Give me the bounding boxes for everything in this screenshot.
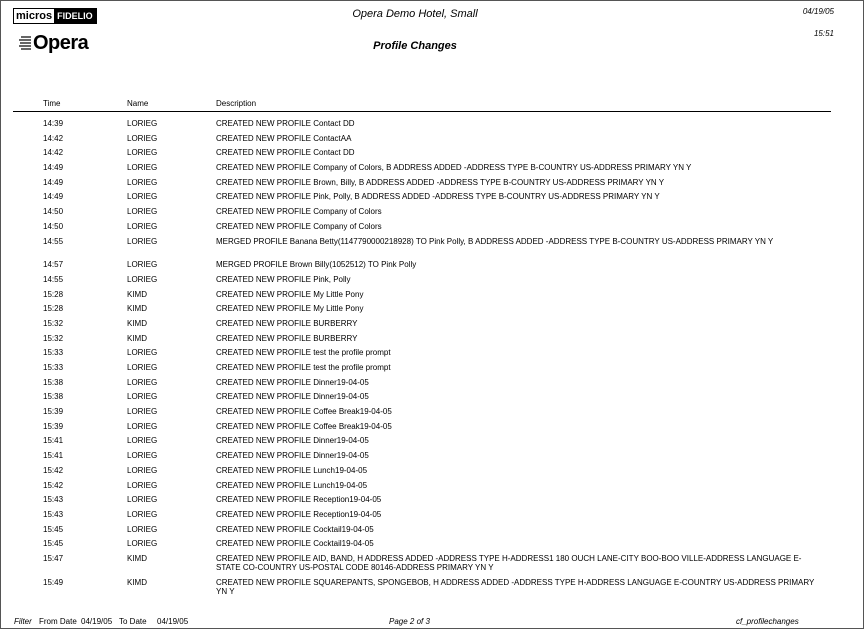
row-description: CREATED NEW PROFILE Dinner19-04-05: [216, 392, 369, 402]
row-description: CREATED NEW PROFILE Contact DD: [216, 148, 355, 158]
row-time: 15:45: [43, 539, 64, 549]
logo-fidelio-text: FIDELIO: [54, 9, 96, 23]
column-header-time: Time: [43, 99, 61, 108]
row-description: MERGED PROFILE Banana Betty(1147790000218928) TO Pink Polly, B ADDRESS ADDED -ADDRESS TYPE B-COUNTRY US-ADDRESS PRIMARY YN Y: [216, 236, 774, 246]
row-time: 15:32: [43, 318, 64, 328]
table-row: [1, 378, 861, 393]
logo-micros-text: micros: [16, 10, 53, 22]
row-description: CREATED NEW PROFILE Coffee Break19-04-05: [216, 421, 392, 431]
row-name: LORIEG: [127, 539, 158, 549]
row-name: LORIEG: [127, 377, 158, 387]
row-name: LORIEG: [127, 163, 158, 173]
row-description: CREATED NEW PROFILE Lunch19-04-05: [216, 465, 368, 475]
row-description: CREATED NEW PROFILE Dinner19-04-05: [216, 451, 369, 461]
row-name: LORIEG: [127, 221, 158, 231]
row-description: CREATED NEW PROFILE Reception19-04-05: [216, 495, 382, 505]
table-row: [1, 578, 861, 602]
row-time: 15:42: [43, 465, 64, 475]
row-name: LORIEG: [127, 133, 158, 143]
table-row: [1, 260, 861, 275]
from-date-value: 04/19/05: [81, 617, 113, 626]
row-name: KIMD: [127, 577, 147, 587]
table-row: [1, 539, 861, 554]
table-row: [1, 237, 861, 261]
table-row: [1, 334, 861, 349]
row-name: LORIEG: [127, 495, 158, 505]
row-time: 15:47: [43, 553, 64, 563]
filter-label: Filter: [14, 617, 32, 626]
row-time: 14:49: [43, 177, 64, 187]
row-description: CREATED NEW PROFILE Contact DD: [216, 119, 355, 128]
profile-changes-table: [1, 119, 861, 601]
row-description: CREATED NEW PROFILE Company of Colors, B ADDRESS ADDED -ADDRESS TYPE B-COUNTRY US-ADDRESS PRIMARY YN Y: [216, 163, 692, 173]
row-name: LORIEG: [127, 363, 158, 372]
row-time: 15:39: [43, 407, 64, 417]
row-time: 15:33: [43, 348, 64, 358]
row-description: CREATED NEW PROFILE AID, BAND, H ADDRESS ADDED -ADDRESS TYPE H-ADDRESS1 180 OUCH LANE-CITY BOO-BOO VILLE-ADDRESS LANGUAGE E-STATE CO-COUNTRY US-POSTAL CODE 80146-ADDRESS PRIMARY YN Y: [216, 553, 802, 572]
row-description: CREATED NEW PROFILE My Little Pony: [216, 289, 364, 299]
row-time: 15:43: [43, 495, 64, 505]
row-description: CREATED NEW PROFILE Brown, Billy, B ADDRESS ADDED -ADDRESS TYPE B-COUNTRY US-ADDRESS PRIMARY YN Y: [216, 177, 665, 187]
table-row: [1, 466, 861, 481]
table-row: [1, 363, 861, 378]
row-description: CREATED NEW PROFILE Cocktail19-04-05: [216, 524, 374, 534]
table-row: [1, 510, 861, 525]
column-header-name: Name: [127, 99, 149, 108]
row-time: 14:49: [43, 192, 64, 202]
row-name: LORIEG: [127, 348, 158, 358]
row-name: KIMD: [127, 318, 147, 328]
opera-logo-text: Opera: [33, 32, 89, 54]
row-description: CREATED NEW PROFILE Company of Colors: [216, 207, 382, 217]
report-id: cf_profilechanges: [736, 617, 799, 626]
table-row: [1, 304, 861, 319]
row-description: CREATED NEW PROFILE Pink, Polly, B ADDRESS ADDED -ADDRESS TYPE B-COUNTRY US-ADDRESS PRIMARY YN Y: [216, 192, 660, 202]
row-time: 14:39: [43, 119, 64, 128]
row-name: KIMD: [127, 553, 147, 563]
table-row: [1, 436, 861, 451]
row-time: 14:49: [43, 163, 64, 173]
table-row: [1, 319, 861, 334]
row-time: 14:50: [43, 207, 64, 217]
row-time: 14:50: [43, 221, 64, 231]
row-name: KIMD: [127, 333, 147, 343]
from-date-label: From Date: [39, 617, 77, 626]
table-row: [1, 392, 861, 407]
table-row: [1, 207, 861, 222]
row-name: LORIEG: [127, 207, 158, 217]
row-name: LORIEG: [127, 524, 158, 534]
row-description: CREATED NEW PROFILE Company of Colors: [216, 221, 382, 231]
row-description: CREATED NEW PROFILE Dinner19-04-05: [216, 377, 369, 387]
row-time: 14:42: [43, 148, 64, 158]
row-time: 15:38: [43, 392, 64, 402]
page-number: Page 2 of 3: [389, 617, 430, 626]
row-description: MERGED PROFILE Brown Billy(1052512) TO Pink Polly: [216, 260, 417, 270]
row-time: 15:32: [43, 333, 64, 343]
row-name: LORIEG: [127, 119, 158, 128]
row-description: CREATED NEW PROFILE Dinner19-04-05: [216, 436, 369, 446]
row-name: LORIEG: [127, 260, 158, 270]
column-header-description: Description: [216, 99, 257, 108]
row-description: CREATED NEW PROFILE My Little Pony: [216, 304, 364, 314]
report-date: 04/19/05: [802, 7, 834, 16]
row-description: CREATED NEW PROFILE Pink, Polly: [216, 274, 351, 284]
row-description: CREATED NEW PROFILE Lunch19-04-05: [216, 480, 368, 490]
row-name: LORIEG: [127, 421, 158, 431]
report-title: Profile Changes: [373, 40, 457, 52]
row-time: 15:38: [43, 377, 64, 387]
table-row: [1, 275, 861, 290]
row-description: CREATED NEW PROFILE test the profile prompt: [216, 348, 391, 358]
row-time: 15:28: [43, 304, 64, 314]
row-description: CREATED NEW PROFILE BURBERRY: [216, 333, 358, 343]
row-time: 15:41: [43, 451, 64, 461]
row-time: 15:33: [43, 363, 64, 372]
table-row: [1, 134, 861, 149]
row-time: 15:45: [43, 524, 64, 534]
table-row: [1, 148, 861, 163]
table-row: [1, 481, 861, 496]
row-time: 15:42: [43, 480, 64, 490]
row-description: CREATED NEW PROFILE Reception19-04-05: [216, 509, 382, 519]
row-name: LORIEG: [127, 436, 158, 446]
to-date-label: To Date: [119, 617, 147, 626]
table-row: [1, 422, 861, 437]
row-name: LORIEG: [127, 407, 158, 417]
row-time: 14:55: [43, 274, 64, 284]
row-name: LORIEG: [127, 148, 158, 158]
table-row: [1, 525, 861, 540]
table-row: [1, 495, 861, 510]
table-row: [1, 119, 861, 134]
table-row: [1, 178, 861, 193]
report-time: 15:51: [813, 29, 834, 38]
table-row: [1, 163, 861, 178]
row-description: CREATED NEW PROFILE ContactAA: [216, 133, 352, 143]
table-row: [1, 451, 861, 466]
row-time: 14:57: [43, 260, 64, 270]
row-name: KIMD: [127, 289, 147, 299]
to-date-value: 04/19/05: [157, 617, 189, 626]
table-row: [1, 192, 861, 207]
row-time: 14:55: [43, 236, 64, 246]
row-time: 15:49: [43, 577, 64, 587]
row-name: LORIEG: [127, 392, 158, 402]
table-row: [1, 290, 861, 305]
table-row: [1, 348, 861, 363]
row-name: KIMD: [127, 304, 147, 314]
row-name: LORIEG: [127, 192, 158, 202]
table-row: [1, 222, 861, 237]
row-description: CREATED NEW PROFILE test the profile prompt: [216, 363, 391, 372]
header-divider: [13, 111, 831, 112]
row-name: LORIEG: [127, 509, 158, 519]
row-name: LORIEG: [127, 177, 158, 187]
row-description: CREATED NEW PROFILE SQUAREPANTS, SPONGEBOB, H ADDRESS ADDED -ADDRESS TYPE H-ADDRESS LANGUAGE E-COUNTRY US-ADDRESS PRIMARY YN Y: [216, 577, 815, 596]
row-time: 15:28: [43, 289, 64, 299]
row-description: CREATED NEW PROFILE Coffee Break19-04-05: [216, 407, 392, 417]
row-description: CREATED NEW PROFILE Cocktail19-04-05: [216, 539, 374, 549]
table-row: [1, 407, 861, 422]
row-name: LORIEG: [127, 451, 158, 461]
row-name: LORIEG: [127, 274, 158, 284]
table-row: [1, 554, 861, 578]
row-time: 15:43: [43, 509, 64, 519]
hotel-name: Opera Demo Hotel, Small: [352, 8, 478, 20]
row-time: 14:42: [43, 133, 64, 143]
row-description: CREATED NEW PROFILE BURBERRY: [216, 318, 358, 328]
row-name: LORIEG: [127, 465, 158, 475]
row-name: LORIEG: [127, 236, 158, 246]
row-time: 15:41: [43, 436, 64, 446]
row-name: LORIEG: [127, 480, 158, 490]
row-time: 15:39: [43, 421, 64, 431]
